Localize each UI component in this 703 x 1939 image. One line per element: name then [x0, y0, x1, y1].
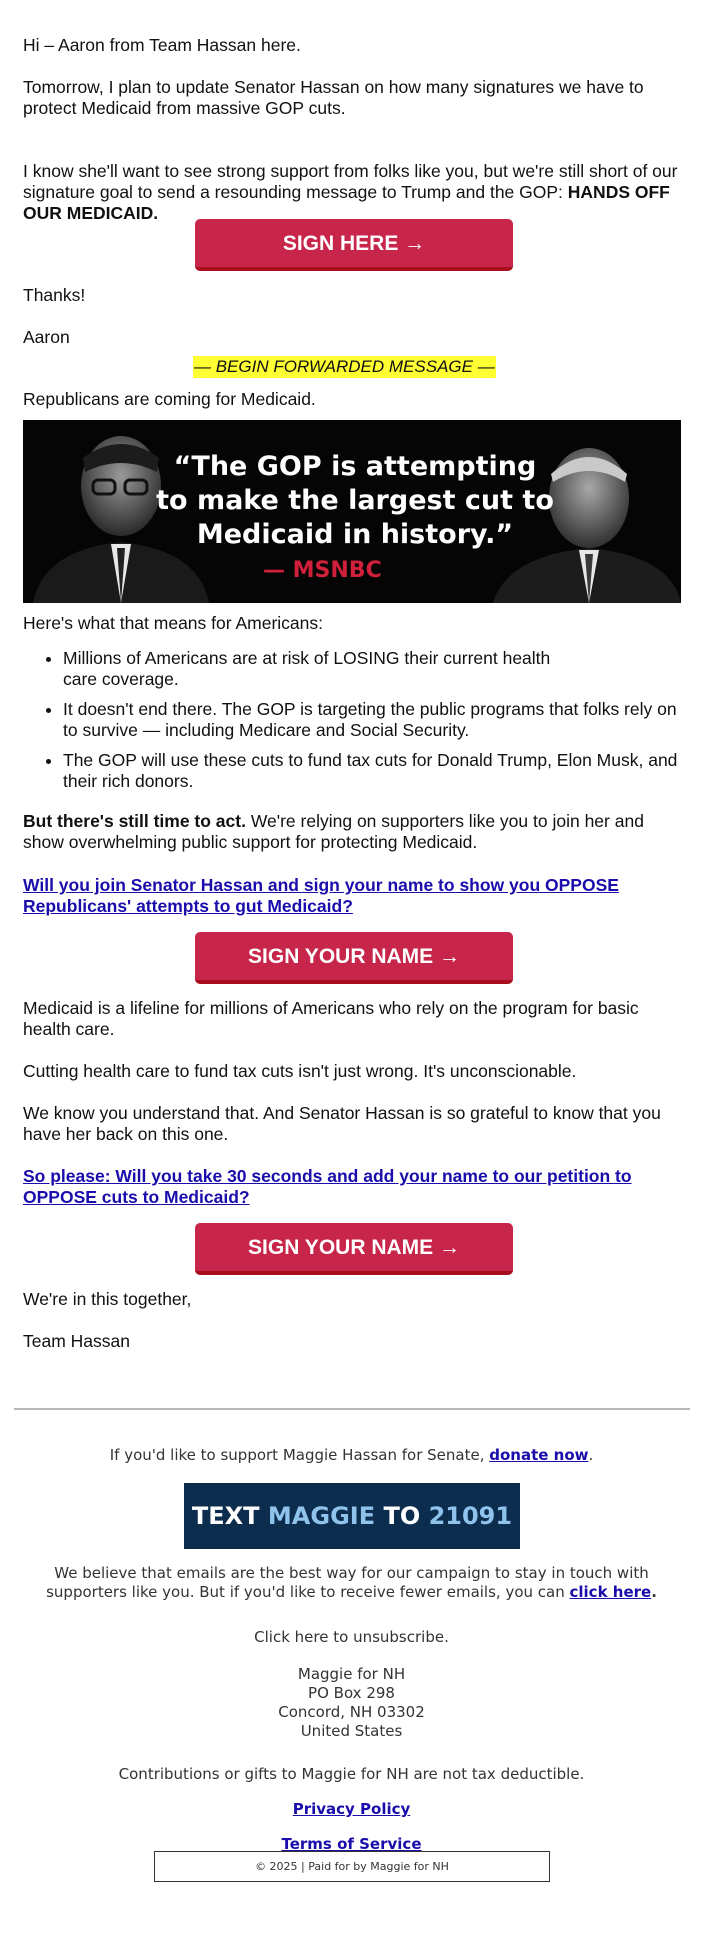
intro-paragraph-2: I know she'll want to see strong support from folks like you, but we're still short of our signature goal to send a resounding message to Trump and the GOP: HANDS OFF OUR MEDICAID. [23, 161, 678, 223]
impact-list [23, 648, 681, 801]
join-petition-link[interactable]: Will you join Senator Hassan and sign your name to show you OPPOSE Republicans' attempts to gut Medicaid? [23, 875, 619, 916]
terms-of-service-link[interactable]: Terms of Service [281, 1835, 422, 1853]
banner-source: — MSNBC [263, 558, 382, 583]
list-item: • Millions of Americans are at risk of LOSING their current health care coverage. [63, 648, 681, 690]
banner-quote: “The GOP is attempting to make the largest cut to Medicaid in history.” [156, 451, 554, 550]
list-item: • The GOP will use these cuts to fund tax cuts for Donald Trump, Elon Musk, and their rich donors. [63, 750, 681, 792]
not-deductible-note: Contributions or gifts to Maggie for NH are not tax deductible. [118, 1765, 585, 1783]
sign-here-button[interactable]: SIGN HERE → [195, 219, 513, 271]
join-link-paragraph [23, 875, 681, 917]
address-line: PO Box 298 [308, 1684, 395, 1702]
petition-link[interactable]: So please: Will you take 30 seconds and add your name to our petition to OPPOSE cuts to Medicaid? [23, 1166, 632, 1207]
together-text: We're in this together, [23, 1289, 192, 1309]
mailing-address [0, 1665, 703, 1741]
greeting: Hi – Aaron from Team Hassan here. [23, 35, 301, 55]
donate-link[interactable]: donate now [489, 1446, 589, 1464]
signoff-name: Aaron [23, 327, 70, 347]
petition-link-paragraph [23, 1166, 681, 1208]
address-line: Concord, NH 03302 [278, 1703, 425, 1721]
team-signature: Team Hassan [23, 1331, 130, 1351]
emails-line: We believe that emails are the best way for our campaign to stay in touch with supporters like you. But if you'd like to receive fewer emails, you can click here. [46, 1564, 657, 1601]
unconscionable-paragraph: Cutting health care to fund tax cuts isn't just wrong. It's unconscionable. [23, 1061, 577, 1081]
sign-your-name-button[interactable]: SIGN YOUR NAME → [195, 932, 513, 984]
privacy-policy-link[interactable]: Privacy Policy [292, 1800, 411, 1818]
address-line: Maggie for NH [297, 1665, 406, 1683]
grateful-paragraph: We know you understand that. And Senator Hassan is so grateful to know that you have her back on this one. [23, 1103, 661, 1144]
sign-your-name-button-2[interactable]: SIGN YOUR NAME → [195, 1223, 513, 1275]
fewer-emails-link[interactable]: click here [569, 1583, 652, 1601]
msnbc-quote-banner [23, 420, 681, 603]
forwarded-message-label: — BEGIN FORWARDED MESSAGE — [194, 357, 495, 376]
list-item: • It doesn't end there. The GOP is targeting the public programs that folks rely on to survive — including Medicare and Social Security. [63, 699, 681, 741]
privacy-line [0, 1800, 703, 1819]
hands-off-emphasis: HANDS OFF OUR MEDICAID. [23, 182, 670, 223]
unsubscribe-link[interactable]: Click here to unsubscribe. [254, 1628, 449, 1646]
copyright-box: © 2025 | Paid for by Maggie for NH [154, 1851, 550, 1882]
forwarded-lead: Republicans are coming for Medicaid. [23, 389, 316, 409]
means-intro: Here's what that means for Americans: [23, 613, 323, 633]
text-maggie-banner[interactable]: TEXT MAGGIE TO 21091 [184, 1483, 520, 1549]
support-line: If you'd like to support Maggie Hassan for Senate, donate now. [109, 1446, 594, 1464]
thanks-text: Thanks! [23, 285, 86, 305]
time-to-act-paragraph: But there's still time to act. We're relying on supporters like you to join her and show overwhelming public support for protecting Medicaid. [23, 811, 644, 852]
footer-divider [14, 1408, 690, 1410]
lifeline-paragraph: Medicaid is a lifeline for millions of Americans who rely on the program for basic health care. [23, 998, 639, 1039]
intro-paragraph-1: Tomorrow, I plan to update Senator Hassan on how many signatures we have to protect Medicaid from massive GOP cuts. [23, 77, 644, 118]
address-line: United States [300, 1722, 403, 1740]
